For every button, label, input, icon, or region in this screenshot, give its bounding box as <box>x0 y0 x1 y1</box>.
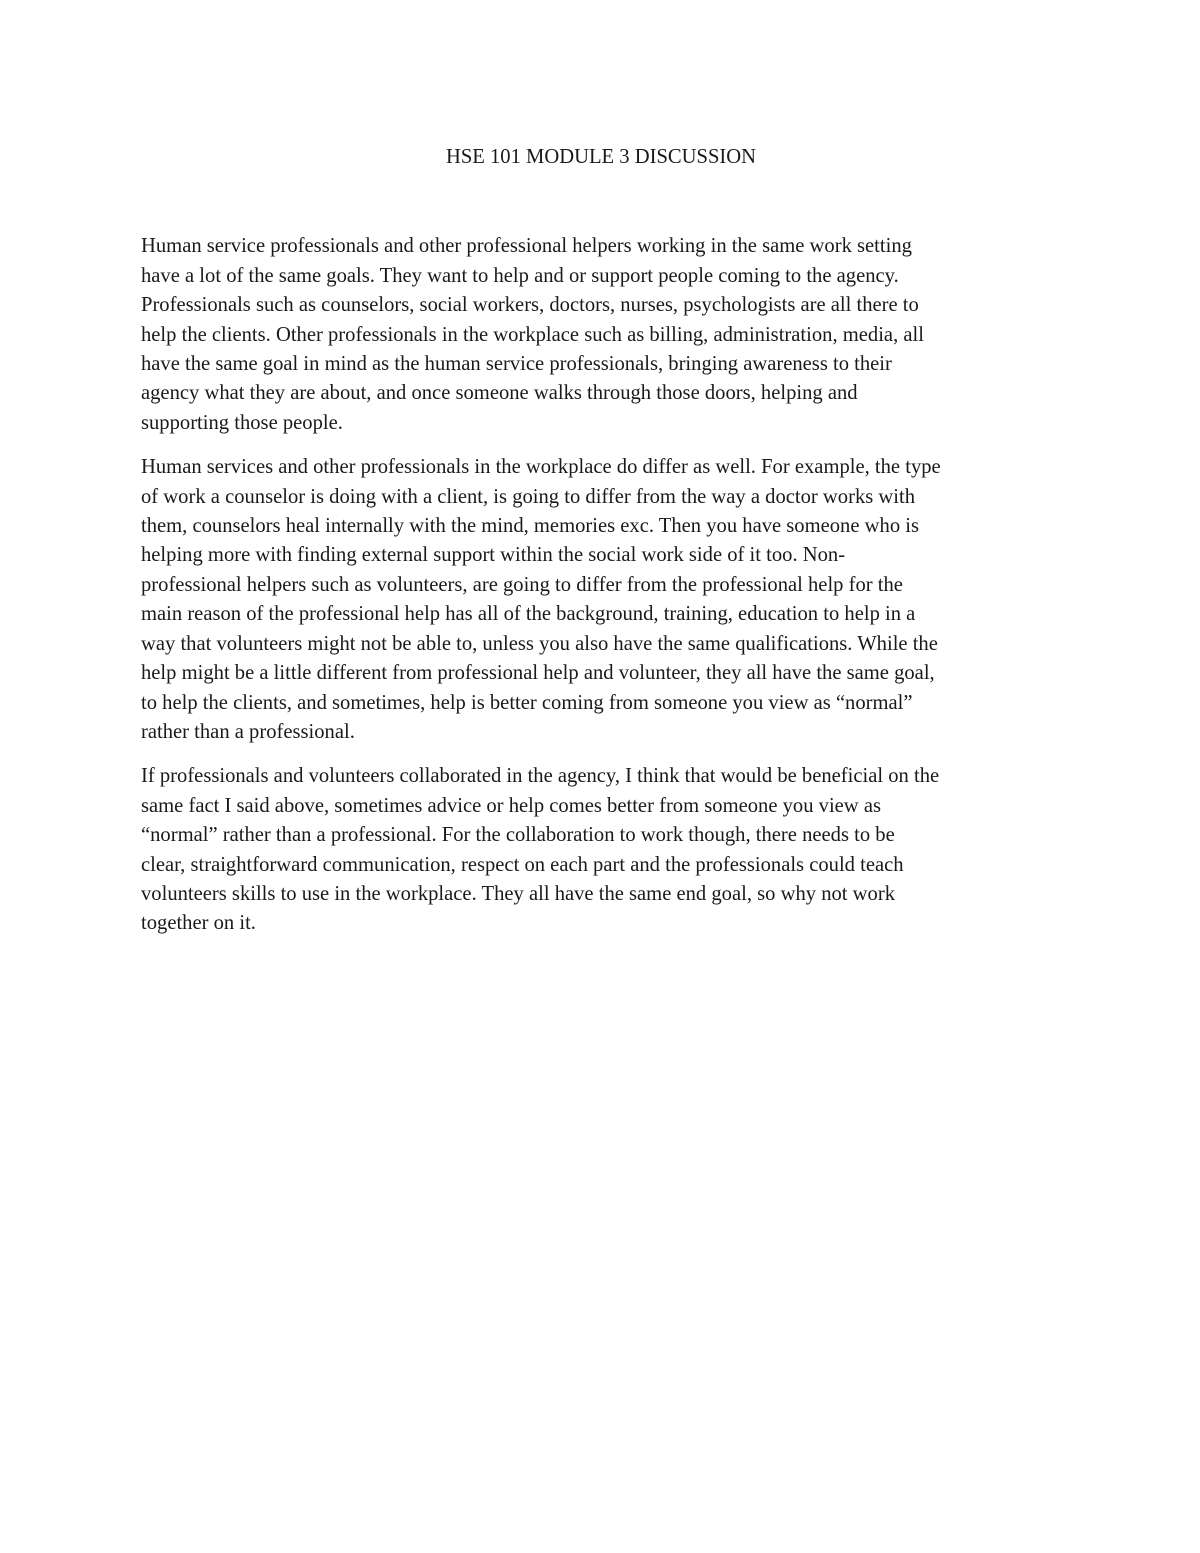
paragraph-line: to help the clients, and sometimes, help is better coming from someone you view as “normal” <box>141 691 913 714</box>
paragraph-line: them, counselors heal internally with the mind, memories exc. Then you have someone who is <box>141 515 919 538</box>
paragraph-line: same fact I said above, sometimes advice or help comes better from someone you view as <box>141 794 881 817</box>
paragraph-2 <box>141 453 1061 747</box>
paragraph-line: Professionals such as counselors, social workers, doctors, nurses, psychologists are all there to <box>141 294 919 317</box>
paragraph-line: help might be a little different from professional help and volunteer, they all have the same goal, <box>141 662 935 685</box>
paragraph-3 <box>141 762 1061 938</box>
paragraph-1 <box>141 232 1061 438</box>
paragraph-line: clear, straightforward communication, respect on each part and the professionals could teach <box>141 853 904 876</box>
paragraph-line: volunteers skills to use in the workplace. They all have the same end goal, so why not work <box>141 882 895 905</box>
document-title: HSE 101 MODULE 3 DISCUSSION <box>445 146 757 168</box>
paragraph-line: Human service professionals and other professional helpers working in the same work setting <box>141 235 912 258</box>
paragraph-line: main reason of the professional help has all of the background, training, education to help in a <box>141 603 916 626</box>
paragraph-line: If professionals and volunteers collaborated in the agency, I think that would be beneficial on the <box>141 765 940 788</box>
paragraph-line: have a lot of the same goals. They want to help and or support people coming to the agency. <box>141 264 899 287</box>
paragraph-line: helping more with finding external support within the social work side of it too. Non- <box>141 544 846 567</box>
paragraph-line: agency what they are about, and once someone walks through those doors, helping and <box>141 382 858 405</box>
paragraph-line: way that volunteers might not be able to, unless you also have the same qualifications. While the <box>141 632 938 655</box>
paragraph-line: rather than a professional. <box>141 720 355 743</box>
paragraph-line: help the clients. Other professionals in the workplace such as billing, administration, media, all <box>141 323 924 346</box>
paragraph-line: “normal” rather than a professional. For the collaboration to work though, there needs to be <box>141 824 895 847</box>
paragraph-line: professional helpers such as volunteers, are going to differ from the professional help for the <box>141 573 903 596</box>
paragraph-line: together on it. <box>141 912 256 935</box>
paragraph-line: have the same goal in mind as the human service professionals, bringing awareness to their <box>141 353 892 376</box>
paragraph-line: Human services and other professionals in the workplace do differ as well. For example, the type <box>141 456 941 479</box>
paragraph-line: of work a counselor is doing with a client, is going to differ from the way a doctor works with <box>141 485 916 508</box>
document-body <box>141 143 1061 954</box>
paragraph-line: supporting those people. <box>141 411 343 434</box>
